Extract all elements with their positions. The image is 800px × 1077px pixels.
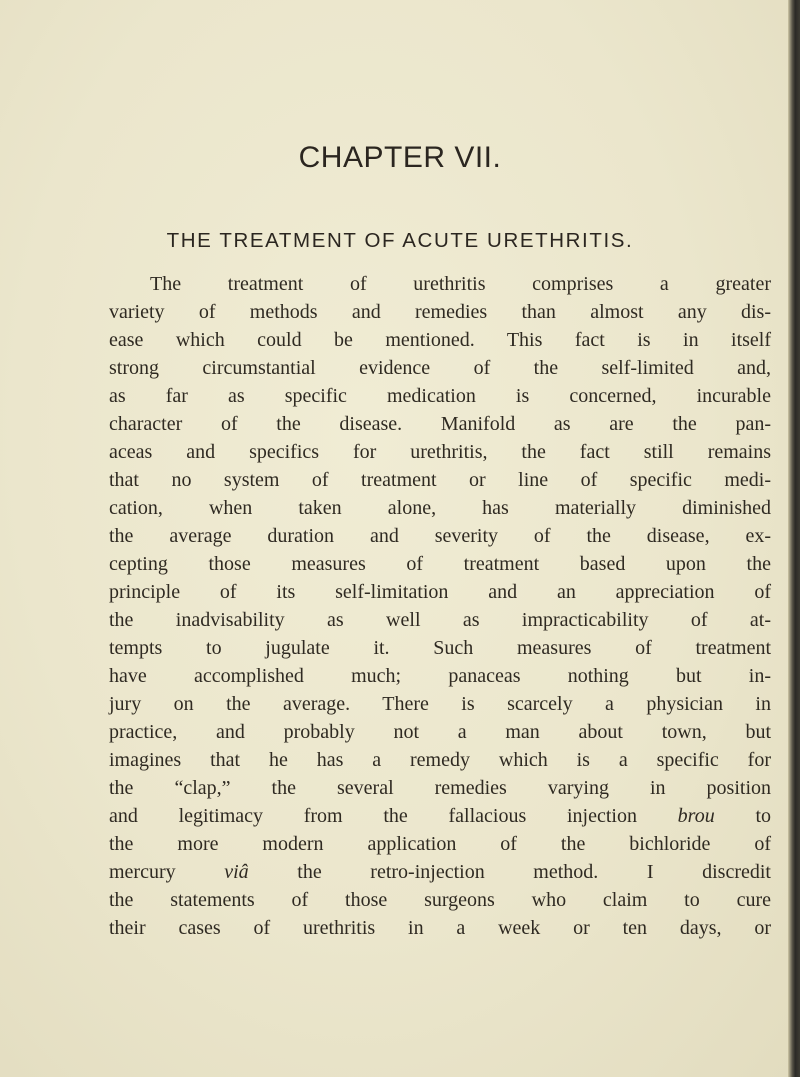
text-line: the statements of those surgeons who claim to cure [109, 889, 771, 911]
body-paragraph [109, 270, 771, 942]
text-line: the “clap,” the several remedies varying in position [109, 777, 771, 799]
text-line: strong circumstantial evidence of the self-limited and, [109, 357, 771, 379]
text-line: tempts to jugulate it. Such measures of treatment [109, 637, 771, 659]
text-line: jury on the average. There is scarcely a physician in [109, 693, 771, 715]
section-heading: THE TREATMENT OF ACUTE URETHRITIS. [166, 229, 634, 252]
text-line: mercury viâ the retro-injection method. I discredit [109, 861, 771, 883]
text-line: cation, when taken alone, has materially diminished [109, 497, 771, 519]
text-line: aceas and specifics for urethritis, the fact still remains [109, 441, 771, 463]
text-line: as far as specific medication is concerned, incurable [109, 385, 771, 407]
text-line: practice, and probably not a man about town, but [109, 721, 771, 743]
text-line: the more modern application of the bichloride of [109, 833, 771, 855]
text-line: variety of methods and remedies than almost any dis- [109, 301, 771, 323]
text-line: that no system of treatment or line of specific medi- [109, 469, 771, 491]
text-line: character of the disease. Manifold as are the pan- [109, 413, 771, 435]
text-line: cepting those measures of treatment based upon the [109, 553, 771, 575]
text-line: the average duration and severity of the disease, ex- [109, 525, 771, 547]
text-line: have accomplished much; panaceas nothing but in- [109, 665, 771, 687]
text-line: principle of its self-limitation and an appreciation of [109, 581, 771, 603]
text-line: the inadvisability as well as impracticability of at- [109, 609, 771, 631]
text-line: and legitimacy from the fallacious injection brou to [109, 805, 771, 827]
text-line: their cases of urethritis in a week or ten days, or [109, 917, 771, 939]
text-line: imagines that he has a remedy which is a specific for [109, 749, 771, 771]
chapter-title: CHAPTER VII. [298, 141, 502, 174]
text-line: The treatment of urethritis comprises a greater [150, 273, 771, 295]
page-binding-edge [788, 0, 800, 1077]
text-line: ease which could be mentioned. This fact is in itself [109, 329, 771, 351]
